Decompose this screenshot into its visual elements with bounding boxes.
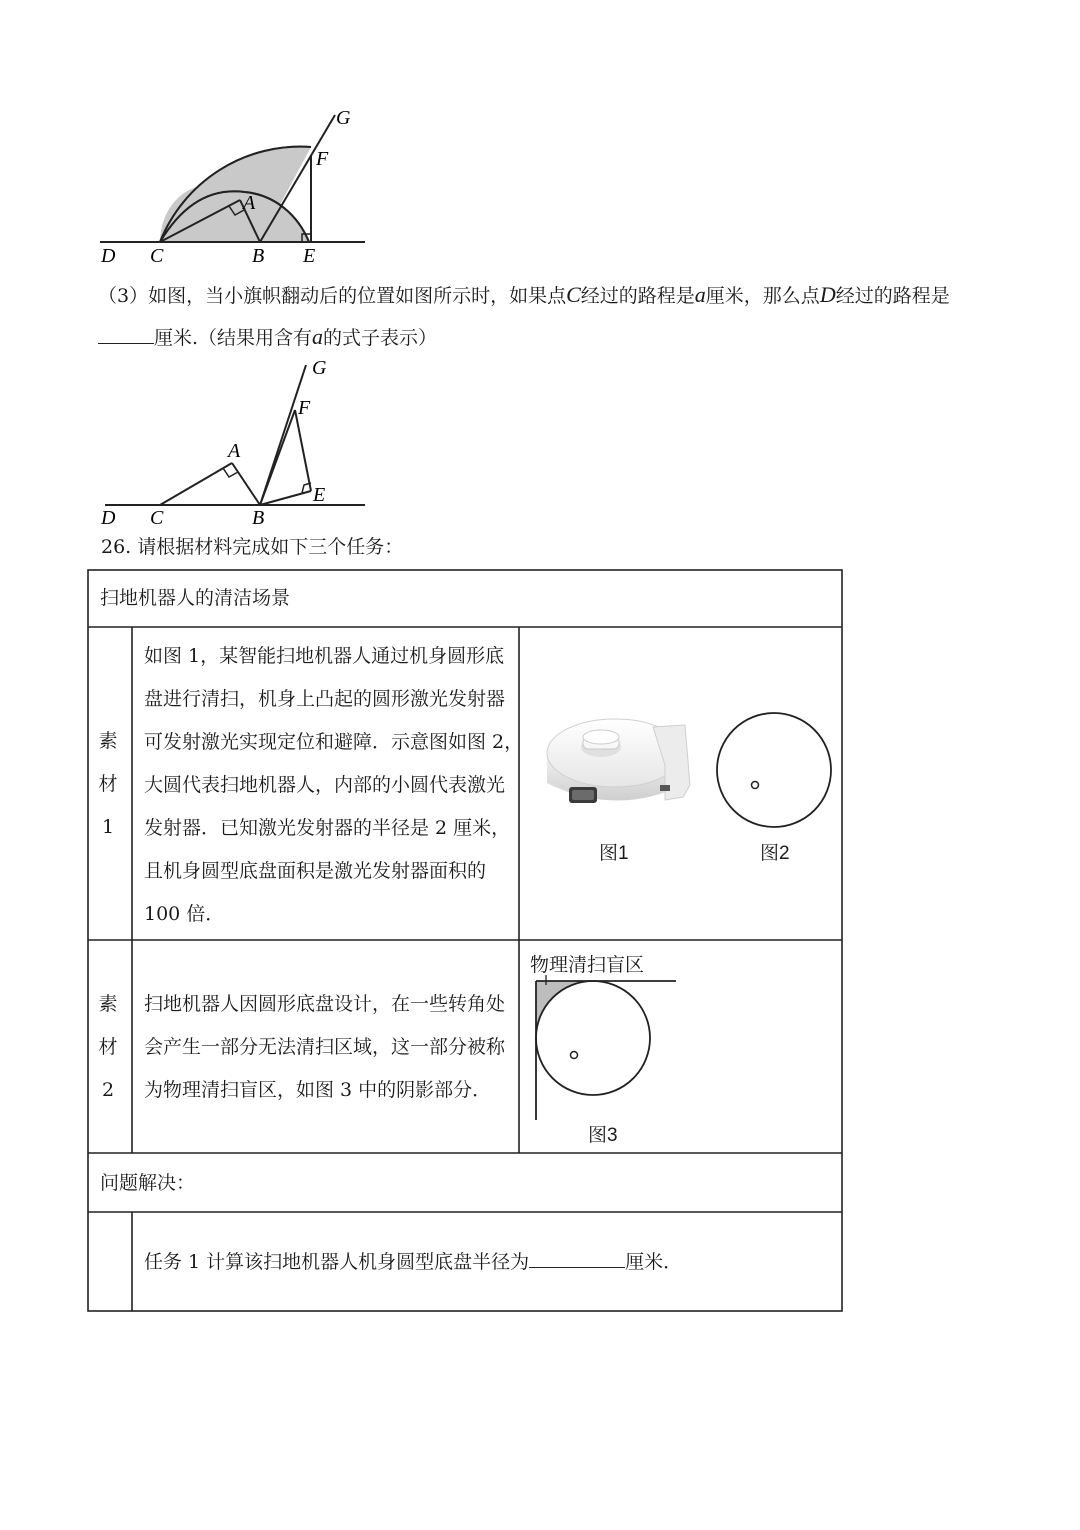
fig2-diagram — [712, 708, 836, 832]
problem-label: 问题解决： — [100, 1172, 196, 1194]
material1-label: 素 材 1 — [98, 730, 118, 838]
label-A: A — [228, 440, 241, 462]
task1-answer-blank[interactable] — [529, 1267, 625, 1268]
label-D: D — [101, 245, 116, 267]
label-E: E — [303, 245, 316, 267]
label-C: C — [150, 245, 164, 267]
label-B: B — [252, 507, 265, 529]
label-C: C — [150, 507, 164, 529]
material2-text: 扫地机器人因圆形底盘设计，在一些转角处 会产生一部分无法清扫区域，这一部分被称 为物理清扫盲区，如图 3 中的阴影部分． — [144, 993, 506, 1101]
label-G: G — [312, 357, 327, 379]
blind-zone-label: 物理清扫盲区 — [530, 955, 645, 976]
fig1-caption: 图1 — [599, 843, 629, 864]
fig3-caption: 图3 — [588, 1125, 618, 1146]
label-F: F — [316, 148, 329, 170]
fig3-diagram — [530, 975, 680, 1125]
material2-label: 素 材 2 — [98, 993, 118, 1101]
robot-vacuum-image — [535, 705, 695, 820]
fig2-caption: 图2 — [760, 843, 790, 864]
label-F: F — [298, 397, 311, 419]
label-A: A — [243, 192, 256, 214]
material1-text: 如图 1，某智能扫地机器人通过机身圆形底 盘进行清扫，机身上凸起的圆形激光发射器 可发射激光实现定位和避障．示意图如图 2， 大圆代表扫地机器人，内部的小圆代表激光 发射器．已知激光发射器的半径是 2 厘米， 且机身圆型底盘面积是激光发射器面积的 100 倍． — [144, 645, 524, 925]
q26-heading: 26. 请根据材料完成如下三个任务： — [101, 536, 404, 558]
label-G: G — [336, 107, 351, 129]
task1: 任务 1 计算该扫地机器人机身圆型底盘半径为 厘米． — [144, 1251, 683, 1273]
label-D: D — [101, 507, 116, 529]
table-title: 扫地机器人的清洁场景 — [100, 587, 291, 609]
label-E: E — [313, 484, 326, 506]
q3-line2: 厘米.（结果用含有a的式子表示） — [98, 326, 437, 348]
label-B: B — [252, 245, 265, 267]
q3-line1: （3）如图，当小旗帜翻动后的位置如图所示时，如果点C经过的路程是a厘米，那么点D经过的路程是 — [98, 282, 950, 307]
